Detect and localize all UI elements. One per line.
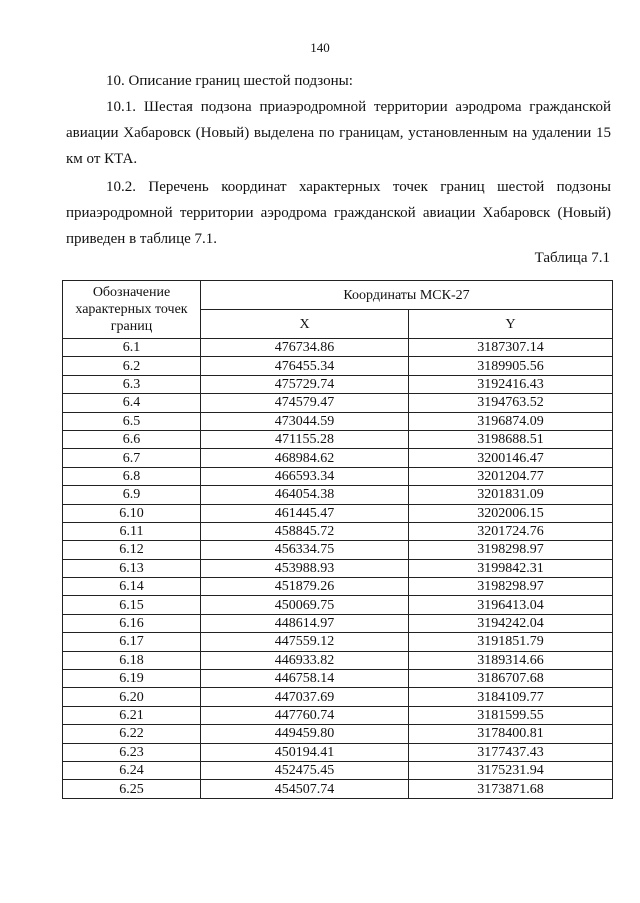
point-id-cell: 6.16 [63,614,201,632]
x-coordinate-cell: 468984.62 [201,449,409,467]
table-row [63,651,613,669]
y-coordinate-cell: 3201831.09 [409,486,613,504]
x-coordinate-cell: 451879.26 [201,578,409,596]
x-coordinate-cell: 466593.34 [201,467,409,485]
table-body [63,339,613,799]
y-coordinate-cell: 3201724.76 [409,522,613,540]
x-coordinate-cell: 450194.41 [201,743,409,761]
x-coordinate-cell: 454507.74 [201,780,409,798]
table-row [63,412,613,430]
table-row [63,430,613,448]
y-coordinate-cell: 3178400.81 [409,725,613,743]
x-coordinate-cell: 473044.59 [201,412,409,430]
x-coordinate-cell: 449459.80 [201,725,409,743]
point-id-cell: 6.5 [63,412,201,430]
point-id-cell: 6.4 [63,394,201,412]
table-row [63,467,613,485]
x-coordinate-cell: 476734.86 [201,339,409,357]
point-id-cell: 6.23 [63,743,201,761]
x-coordinate-cell: 458845.72 [201,522,409,540]
point-id-cell: 6.8 [63,467,201,485]
point-id-cell: 6.7 [63,449,201,467]
table-row [63,375,613,393]
y-coordinate-cell: 3189905.56 [409,357,613,375]
point-id-cell: 6.12 [63,541,201,559]
y-coordinate-cell: 3181599.55 [409,706,613,724]
y-coordinate-cell: 3201204.77 [409,467,613,485]
table-row [63,761,613,779]
table-row [63,394,613,412]
x-coordinate-cell: 450069.75 [201,596,409,614]
x-coordinate-cell: 464054.38 [201,486,409,504]
point-id-cell: 6.18 [63,651,201,669]
x-coordinate-cell: 447037.69 [201,688,409,706]
point-id-cell: 6.13 [63,559,201,577]
table-row [63,780,613,798]
point-id-cell: 6.22 [63,725,201,743]
y-coordinate-cell: 3198298.97 [409,578,613,596]
table-row [63,725,613,743]
x-coordinate-cell: 448614.97 [201,614,409,632]
x-coordinate-cell: 447559.12 [201,633,409,651]
header-coordinates: Координаты МСК-27 [201,281,613,310]
point-id-cell: 6.2 [63,357,201,375]
point-id-cell: 6.20 [63,688,201,706]
x-coordinate-cell: 475729.74 [201,375,409,393]
point-id-cell: 6.10 [63,504,201,522]
y-coordinate-cell: 3202006.15 [409,504,613,522]
table-row [63,688,613,706]
x-coordinate-cell: 447760.74 [201,706,409,724]
table-row [63,614,613,632]
y-coordinate-cell: 3194242.04 [409,614,613,632]
table-row [63,339,613,357]
y-coordinate-cell: 3184109.77 [409,688,613,706]
point-id-cell: 6.19 [63,670,201,688]
x-coordinate-cell: 453988.93 [201,559,409,577]
y-coordinate-cell: 3199842.31 [409,559,613,577]
coordinates-table [62,280,613,799]
point-id-cell: 6.21 [63,706,201,724]
point-id-cell: 6.24 [63,761,201,779]
table-row [63,486,613,504]
point-id-cell: 6.11 [63,522,201,540]
paragraph-10-2: 10.2. Перечень координат характерных точек границ шестой подзоны приаэродромной территории аэродрома гражданской авиации Хабаровск (Новый) приведен в таблице 7.1. [66,179,611,247]
point-id-cell: 6.25 [63,780,201,798]
header-x: X [201,310,409,339]
point-id-cell: 6.6 [63,430,201,448]
table-row [63,559,613,577]
table-row [63,522,613,540]
table-row [63,596,613,614]
paragraph-10-1: 10.1. Шестая подзона приаэродромной территории аэродрома гражданской авиации Хабаровск (Новый) выделена по границам, установленным на удалении 15 км от КТА. [66,99,611,167]
y-coordinate-cell: 3200146.47 [409,449,613,467]
table-row [63,633,613,651]
y-coordinate-cell: 3198298.97 [409,541,613,559]
point-id-cell: 6.1 [63,339,201,357]
y-coordinate-cell: 3198688.51 [409,430,613,448]
point-id-cell: 6.9 [63,486,201,504]
table-row [63,670,613,688]
table-row [63,743,613,761]
page-number: 140 [310,40,330,55]
section-heading: 10. Описание границ шестой подзоны: [106,73,353,89]
table-row [63,706,613,724]
y-coordinate-cell: 3177437.43 [409,743,613,761]
table-row [63,449,613,467]
x-coordinate-cell: 476455.34 [201,357,409,375]
y-coordinate-cell: 3192416.43 [409,375,613,393]
header-designation: Обозначение характерных точек границ [63,281,201,339]
point-id-cell: 6.15 [63,596,201,614]
y-coordinate-cell: 3196874.09 [409,412,613,430]
point-id-cell: 6.17 [63,633,201,651]
y-coordinate-cell: 3187307.14 [409,339,613,357]
table-caption: Таблица 7.1 [534,250,610,266]
x-coordinate-cell: 452475.45 [201,761,409,779]
x-coordinate-cell: 446758.14 [201,670,409,688]
y-coordinate-cell: 3196413.04 [409,596,613,614]
point-id-cell: 6.14 [63,578,201,596]
y-coordinate-cell: 3186707.68 [409,670,613,688]
header-y: Y [409,310,613,339]
y-coordinate-cell: 3175231.94 [409,761,613,779]
table-row [63,504,613,522]
table-row [63,357,613,375]
point-id-cell: 6.3 [63,375,201,393]
x-coordinate-cell: 461445.47 [201,504,409,522]
x-coordinate-cell: 446933.82 [201,651,409,669]
x-coordinate-cell: 474579.47 [201,394,409,412]
y-coordinate-cell: 3191851.79 [409,633,613,651]
x-coordinate-cell: 456334.75 [201,541,409,559]
table-row [63,578,613,596]
x-coordinate-cell: 471155.28 [201,430,409,448]
table-row [63,541,613,559]
y-coordinate-cell: 3173871.68 [409,780,613,798]
y-coordinate-cell: 3194763.52 [409,394,613,412]
y-coordinate-cell: 3189314.66 [409,651,613,669]
